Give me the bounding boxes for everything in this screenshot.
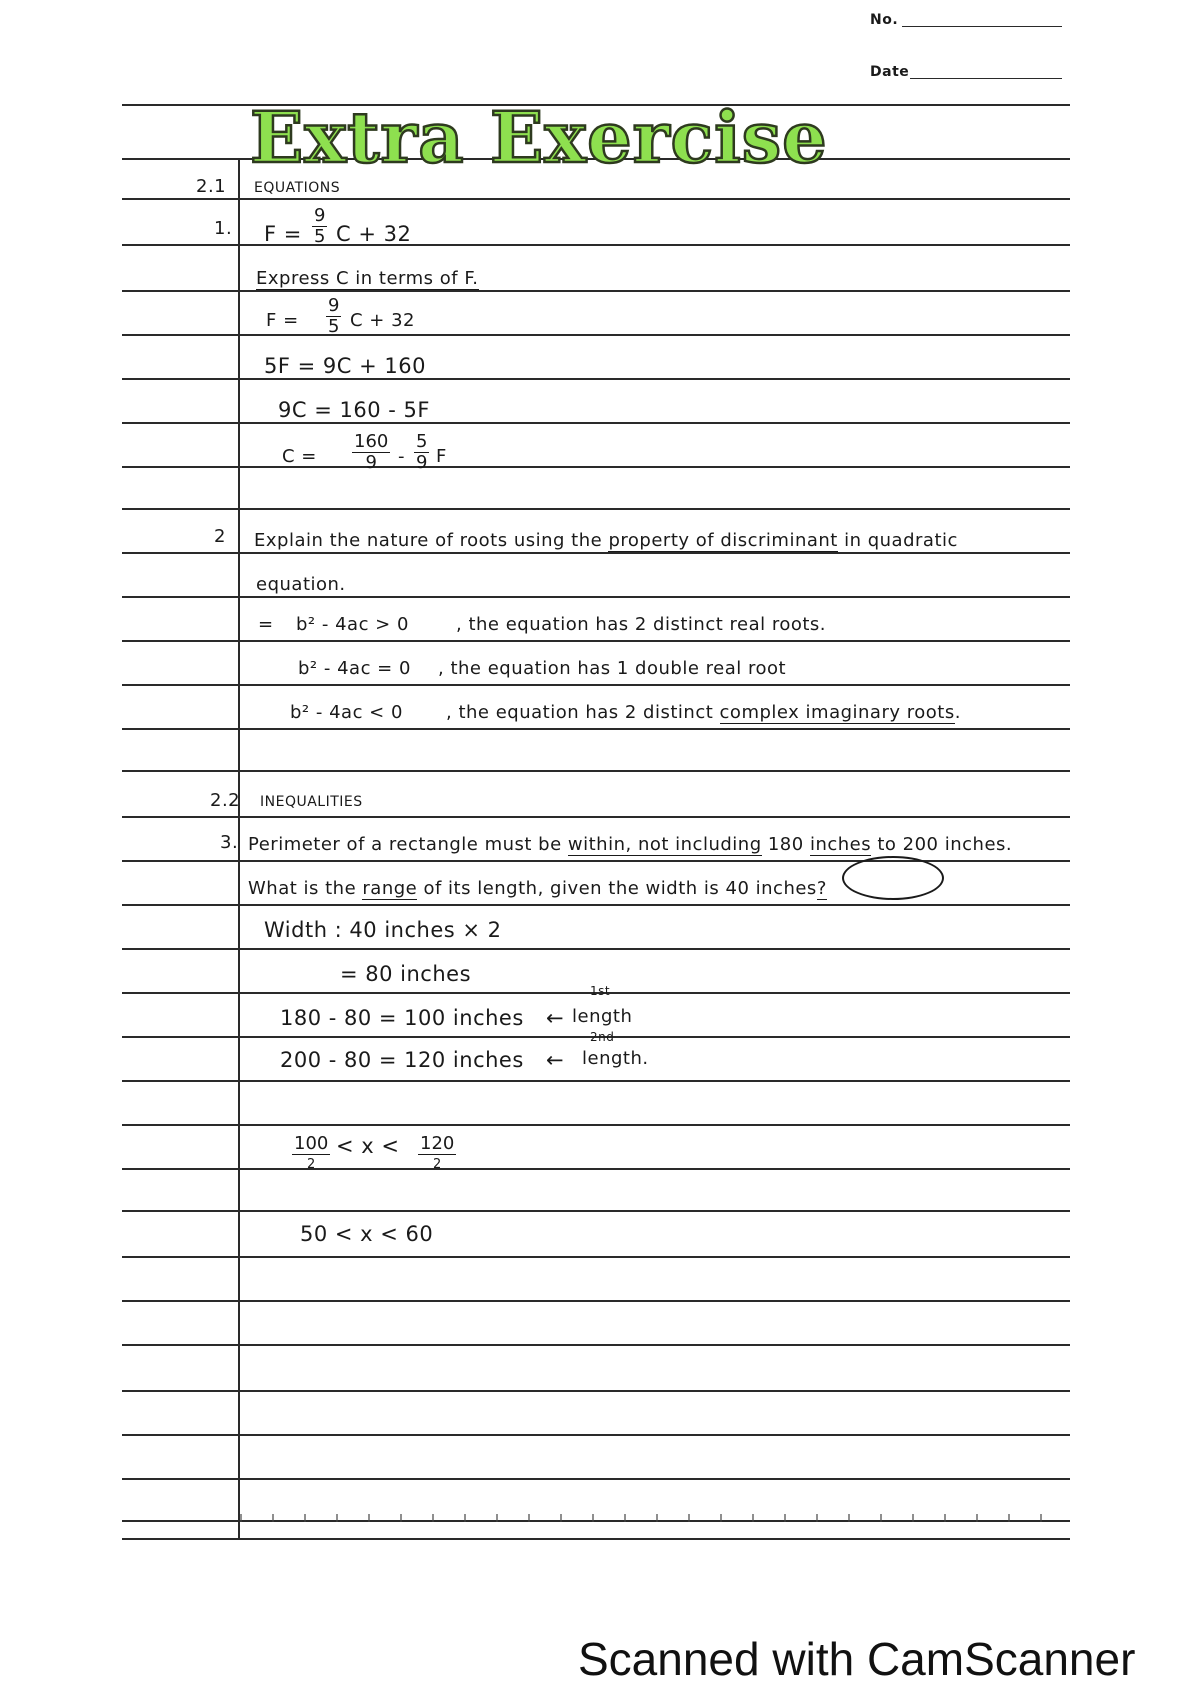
- case-3-result: [446, 702, 961, 723]
- prompt-line2-c: of its length, given the width is: [423, 878, 720, 899]
- question-2-prompt: [254, 530, 958, 551]
- fraction-denominator: 5: [314, 226, 326, 247]
- ruled-line: [122, 378, 1070, 380]
- question-2-prompt-line-2: equation.: [256, 574, 346, 595]
- prompt-part-3: in quadratic: [844, 530, 958, 551]
- calc-2-superscript: 2nd: [590, 1030, 615, 1044]
- ruled-line: [122, 1168, 1070, 1170]
- case-2-condition: b² - 4ac = 0: [298, 658, 411, 679]
- inequality-2: 50 < x < 60: [300, 1222, 434, 1246]
- date-underline: [910, 78, 1062, 79]
- prompt-d: inches: [809, 834, 872, 855]
- margin-line: [238, 158, 240, 1538]
- ruled-line: [122, 1124, 1070, 1126]
- ruled-line: [122, 198, 1070, 200]
- ruled-line: [122, 290, 1070, 292]
- calc-1-label: length: [572, 1006, 633, 1027]
- fraction-numerator: 5: [416, 431, 428, 452]
- tick-marks: [240, 1514, 1070, 1522]
- formula-lhs: F =: [264, 222, 302, 246]
- case-3-condition: b² - 4ac < 0: [290, 702, 403, 723]
- ruled-line: [122, 948, 1070, 950]
- question-3-prompt-line-2: [248, 878, 827, 899]
- step-4-fraction-2: [414, 432, 429, 473]
- section-heading: INEQUALITIES: [260, 794, 363, 810]
- ruled-line: [122, 1210, 1070, 1212]
- no-label: No.: [870, 12, 899, 28]
- instruction-text: Express C in terms of F.: [256, 268, 479, 289]
- formula-fraction: [312, 206, 327, 247]
- prompt-line2-e: ?: [816, 878, 827, 899]
- inequality-1-middle: < x <: [336, 1134, 400, 1158]
- ruled-line: [122, 552, 1070, 554]
- prompt-part-2: property of discriminant: [608, 530, 838, 551]
- step-4-minus: -: [398, 446, 405, 467]
- step-1-rhs: C + 32: [350, 310, 415, 331]
- case-1-condition: b² - 4ac > 0: [296, 614, 409, 635]
- fraction-numerator: 120: [420, 1133, 455, 1154]
- ruled-line: [122, 1538, 1070, 1540]
- date-label: Date: [870, 64, 910, 80]
- fraction-denominator: 9: [365, 452, 377, 473]
- width-line-2: = 80 inches: [340, 962, 472, 986]
- prompt-line2-a: What is the: [248, 878, 357, 899]
- ruled-line: [122, 466, 1070, 468]
- ruled-line: [122, 770, 1070, 772]
- step-4-fraction-1: [352, 432, 390, 473]
- ruled-line: [122, 904, 1070, 906]
- step-3: 9C = 160 - 5F: [278, 398, 430, 422]
- fraction-denominator: 9: [416, 452, 428, 473]
- prompt-line2-b: range: [362, 878, 418, 899]
- case-3-result-a: , the equation has 2 distinct: [446, 702, 714, 723]
- fraction-numerator: 9: [328, 295, 340, 316]
- prompt-part-1: Explain the nature of roots using the: [254, 530, 603, 551]
- question-number: 2: [214, 526, 226, 547]
- no-underline: [902, 26, 1062, 27]
- prompt-line2-d: 40 inches: [725, 878, 817, 899]
- page-title: Extra Exercise: [250, 96, 828, 179]
- ruled-line: [122, 1344, 1070, 1346]
- case-2-result: , the equation has 1 double real root: [438, 658, 787, 679]
- case-3-result-c: .: [954, 702, 961, 723]
- calc-2-label: length.: [582, 1048, 649, 1069]
- step-4-lhs: C =: [282, 446, 317, 467]
- prompt-c: 180: [767, 834, 804, 855]
- inequality-1-right: [418, 1134, 456, 1175]
- calc-1-arrow: ←: [546, 1006, 565, 1030]
- question-3-prompt: [248, 834, 1012, 855]
- scanner-watermark: Scanned with CamScanner: [578, 1633, 1136, 1685]
- ruled-line: [122, 728, 1070, 730]
- fraction-numerator: 160: [354, 431, 389, 452]
- inequality-1-left: [292, 1134, 330, 1175]
- section-heading: EQUATIONS: [254, 180, 341, 196]
- section-number: 2.1: [196, 176, 227, 197]
- circled-annotation: [842, 856, 944, 900]
- prompt-b: within, not including: [567, 834, 762, 855]
- step-1-fraction: [326, 296, 341, 337]
- ruled-line: [122, 1256, 1070, 1258]
- ruled-line: [122, 640, 1070, 642]
- question-number: 1.: [214, 218, 233, 239]
- ruled-line: [122, 1080, 1070, 1082]
- fraction-numerator: 9: [314, 205, 326, 226]
- fraction-denominator: 5: [328, 316, 340, 337]
- step-1-lhs: F =: [266, 310, 299, 331]
- ruled-line: [122, 1478, 1070, 1480]
- formula-rhs: C + 32: [336, 222, 412, 246]
- section-number: 2.2: [210, 790, 241, 811]
- calc-2-arrow: ←: [546, 1048, 565, 1072]
- fraction-denominator: 2: [307, 1157, 316, 1172]
- calc-1-superscript: 1st: [590, 984, 611, 998]
- ruled-line: [122, 1300, 1070, 1302]
- width-line-1: Width : 40 inches × 2: [264, 918, 502, 942]
- ruled-line: [122, 684, 1070, 686]
- step-4-variable: F: [436, 446, 447, 467]
- ruled-line: [122, 1390, 1070, 1392]
- prompt-e: to 200 inches.: [877, 834, 1013, 855]
- fraction-numerator: 100: [294, 1133, 329, 1154]
- case-3-result-b: complex imaginary roots: [719, 702, 955, 723]
- prompt-a: Perimeter of a rectangle must be: [248, 834, 562, 855]
- question-number: 3.: [220, 832, 239, 853]
- calc-2: 200 - 80 = 120 inches: [280, 1048, 524, 1072]
- fraction-denominator: 2: [433, 1157, 442, 1172]
- ruled-line: [122, 596, 1070, 598]
- ruled-line: [122, 1434, 1070, 1436]
- ruled-line: [122, 422, 1070, 424]
- ruled-line: [122, 334, 1070, 336]
- step-2: 5F = 9C + 160: [264, 354, 426, 378]
- ruled-line: [122, 816, 1070, 818]
- case-1-result: , the equation has 2 distinct real roots.: [456, 614, 827, 635]
- calc-1: 180 - 80 = 100 inches: [280, 1006, 524, 1030]
- case-1-prefix: =: [258, 614, 274, 635]
- ruled-line: [122, 508, 1070, 510]
